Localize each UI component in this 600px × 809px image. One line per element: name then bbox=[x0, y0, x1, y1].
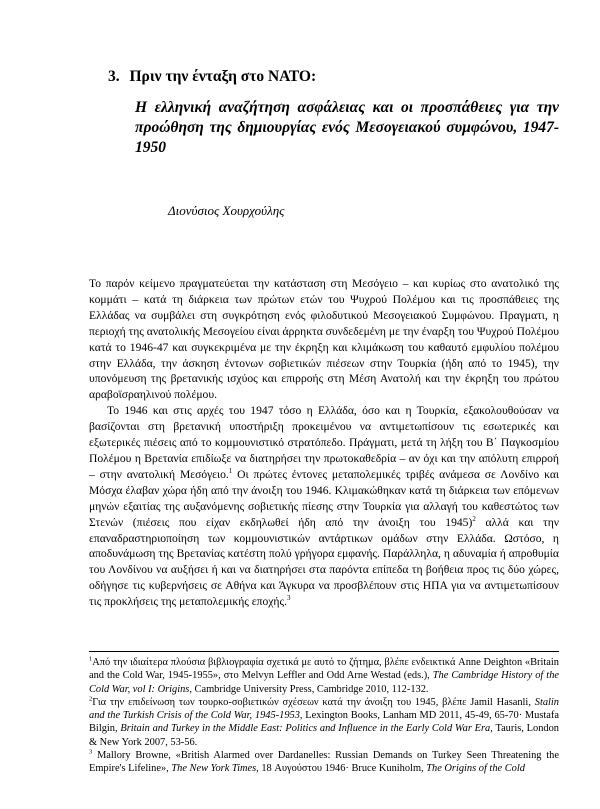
body-text bbox=[89, 276, 559, 610]
paragraph-text: αλλά και την επαναδραστηριοποίηση των κομμουνιστικών αντάρτικων ομάδων στην Ελλάδα. Ωστόσο, η αποδυνάμωση της Βρετανίας κατέστη πολύ γρήγορα εμφανής. Παράλληλα, η αδυναμία ή απροθυμία του Λονδίνου να αυξήσει ή και να διατηρήσει στα παρόντα επίπεδα τη βοήθεια προς τις δύο χώρες, οδήγησε τις κυβερνήσεις σε Αθήνα και Άγκυρα να προσβλέπουν στις ΗΠΑ για να αντιμετωπίσουν τις προκλήσεις της μεταπολεμικής εποχής. bbox=[89, 515, 559, 609]
footnote-ref[interactable]: 1 bbox=[228, 467, 233, 476]
section-heading bbox=[108, 66, 560, 87]
footnote-text: , Cambridge University Press, Cambridge 2010, 112-132. bbox=[189, 683, 429, 695]
paragraph-text: Οι πρώτες έντονες μεταπολεμικές τριβές ανάμεσα σε Λονδίνο και Μόσχα έλαβαν χώρα ήδη από την άνοιξη του 1946. Κλιμακώθηκαν κατά τη διάρκεια των επόμενων μηνών εξαιτίας της αυξανόμενης σοβιετικής πίεσης στην Τουρκία για αλλαγή του καθεστώτος των Στενών (πιέσεις που είχαν εκδηλωθεί ήδη από την άνοιξη του 1945) bbox=[89, 467, 560, 529]
footnote-ref[interactable]: 3 bbox=[286, 594, 291, 603]
footnote-number: 3 bbox=[89, 748, 93, 756]
footnote-text: , 18 Αυγούστου 1946· Bruce Kuniholm, bbox=[256, 763, 427, 775]
footnote-title: The Cambridge History of the Cold War, vol I: Origins bbox=[89, 670, 559, 695]
footnote-title: The Origins of the Cold bbox=[426, 763, 525, 775]
section-subtitle: Η ελληνική αναζήτηση ασφάλειας και οι προσπάθειες για την προώθηση της δημιουργίας ενός Μεσογειακού συμφώνου, 1947-1950 bbox=[135, 99, 559, 156]
footnote bbox=[89, 696, 559, 749]
footnote-title: The New York Times bbox=[171, 763, 257, 775]
footnote bbox=[89, 749, 559, 776]
footnote-text: , Tauris, London & New York 2007, 53-56. bbox=[89, 723, 559, 748]
footnote-text: Mallory Browne, «British Alarmed over Dardanelles: Russian Demands on Turkey Seen Threatening the Empire's Lifeline», bbox=[89, 750, 559, 775]
footnote-number: 1 bbox=[89, 655, 93, 663]
footnotes bbox=[89, 656, 559, 776]
footnote-number: 2 bbox=[89, 695, 93, 703]
paragraph: Το παρόν κείμενο πραγματεύεται την κατάσταση στη Μεσόγειο – και κυρίως στο ανατολικό της κομμάτι – κατά τη διάρκεια των πρώτων ετών του Ψυχρού Πολέμου και τις προσπάθειες της Ελλάδας να συμβάλει στη συγκρότηση ενός φιλοδυτικού Μεσογειακού Συμφώνου. Πραγματι, η περιοχή της ανατολικής Μεσογείου είναι άρρηκτα συνδεδεμένη με την έναρξη του Ψυχρού Πολέμου κατά το 1946-47 και συγκεκριμένα με την έκρηξη και κλιμάκωση του καθαυτό εμφυλίου πολέμου στην Ελλάδα, την άσκηση έντονων σοβιετικών πιέσεων στην Τουρκία (ήδη από το 1945), την υπονόμευση της βρετανικής ισχύος και επιρροής στη Μέση Ανατολή και την έκρηξη του πρώτου αραβοϊσραηλινού πολέμου. bbox=[89, 277, 559, 402]
section-title: Πριν την ένταξη στο ΝΑΤΟ: bbox=[129, 68, 317, 85]
section-number: 3. bbox=[108, 68, 120, 85]
author-name: Διονύσιος Χουρχούλης bbox=[168, 203, 285, 218]
footnote-ref[interactable]: 2 bbox=[472, 514, 476, 523]
footnote-title: Britain and Turkey in the Middle East: Politics and Influence in the Early Cold War Era bbox=[120, 723, 491, 735]
footnote-title: Stalin and the Turkish Crisis of the Cold War, 1945-1953 bbox=[89, 696, 559, 722]
footnote-divider bbox=[89, 651, 559, 652]
paragraph bbox=[89, 403, 559, 610]
footnote bbox=[89, 656, 559, 696]
footnote-text: , Lexington Books, Lanham MD 2011, 45-49, 65-70· Mustafa Bilgin, bbox=[89, 710, 559, 735]
paragraph-text: Το 1946 και στις αρχές του 1947 τόσο η Ελλάδα, όσο και η Τουρκία, εξακολουθούσαν να βασίζονται στη βρετανική υποστήριξη προκειμένου να αντιμετωπίσουν τις εσωτερικές και εξωτερικές πιέσεις από το κομμουνιστικό στρατόπεδο. Πράγματι, μετά τη λήξη του Β΄ Παγκοσμίου Πολέμου η Βρετανία επιδίωξε να διατηρήσει την πρωτοκαθεδρία – αν όχι και την απόλυτη επιρροή – στην ανατολική Μεσόγειο. bbox=[89, 404, 559, 481]
footnote-text: Για την επιδείνωση των τουρκο-σοβιετικών σχέσεων κατά την άνοιξη του 1945, βλέπε Jamil Hasanli, bbox=[92, 696, 535, 708]
footnote-text: Από την ιδιαίτερα πλούσια βιβλιογραφία σχετικά με αυτό το ζήτημα, βλέπε ενδεικτικά Anne Deighton «Britain and the Cold War, 1945-1955», στο Melvyn Leffler and Odd Arne Westad (eds.), bbox=[89, 657, 559, 682]
